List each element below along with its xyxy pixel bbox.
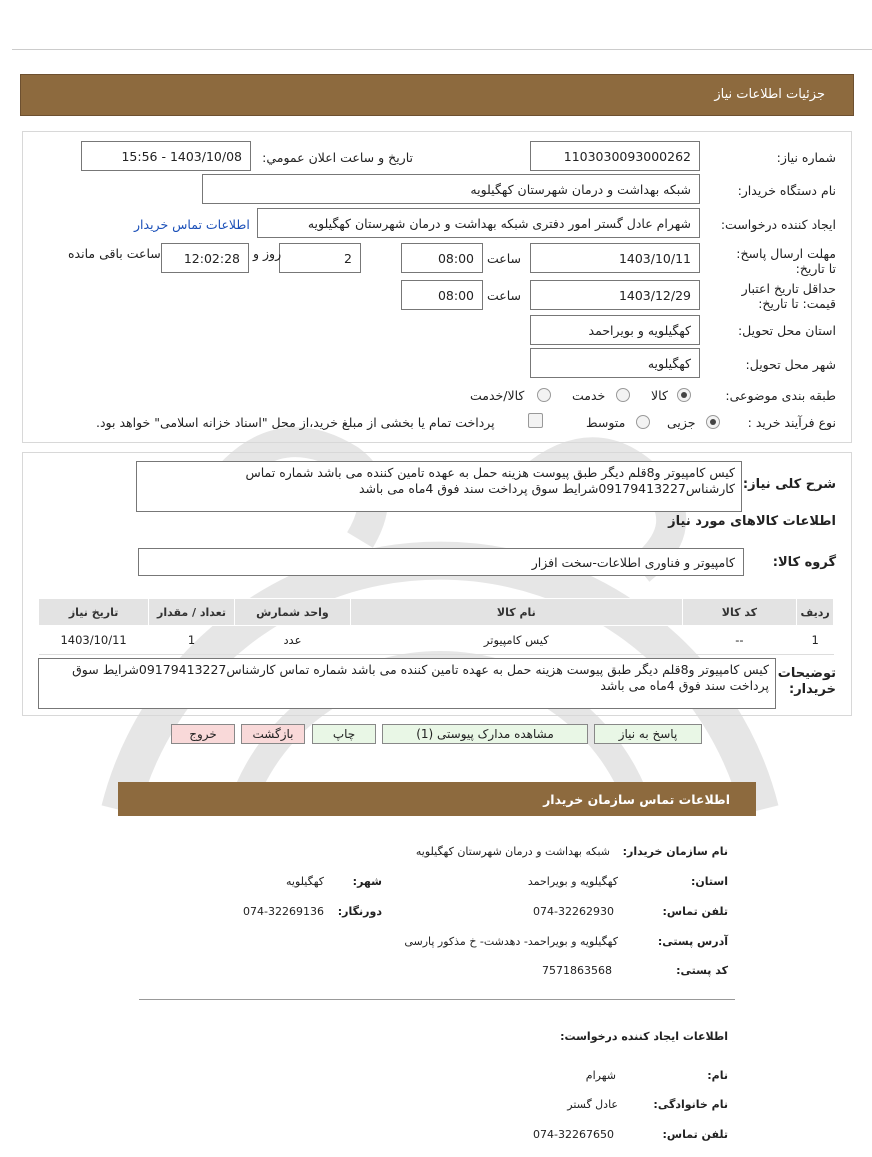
category-label: طبقه بندی موضوعی: — [725, 388, 836, 403]
category-both-label: کالا/خدمت — [470, 388, 525, 403]
treasury-note: پرداخت تمام یا بخشی از مبلغ خرید،از محل "اسناد خزانه اسلامی" خواهد بود. — [96, 415, 495, 430]
creator-heading: اطلاعات ایجاد کننده درخواست: — [560, 1030, 728, 1043]
validity-time-field: 08:00 — [401, 280, 483, 310]
creator-name-label: نام: — [707, 1069, 728, 1082]
cell-row: 1 — [797, 626, 834, 655]
province-label: استان محل تحویل: — [737, 323, 836, 338]
buyer-org-field: شبکه بهداشت و درمان شهرستان کهگیلویه — [202, 174, 700, 204]
cell-unit: عدد — [234, 626, 350, 655]
attachments-button[interactable]: مشاهده مدارک پیوستی (1) — [382, 724, 588, 744]
contact-province-label: استان: — [691, 875, 728, 888]
category-goods-radio[interactable] — [677, 388, 691, 402]
purchase-medium-radio[interactable] — [636, 415, 650, 429]
validity-label: حداقل تاریخ اعتبار قیمت: تا تاریخ: — [741, 281, 836, 311]
contact-fax-label: دورنگار: — [337, 905, 382, 918]
purchase-medium-label: متوسط — [586, 415, 626, 430]
contact-address: کهگیلویه و بویراحمد- دهدشت- خ مذکور پارسی — [404, 935, 618, 948]
description-label: شرح کلی نیاز: — [742, 477, 836, 492]
category-service-label: خدمت — [572, 388, 606, 403]
contact-fax: 074-32269136 — [243, 905, 324, 918]
contact-org: شبکه بهداشت و درمان شهرستان کهگیلویه — [415, 845, 610, 858]
creator-phone: 074-32267650 — [533, 1128, 614, 1141]
col-unit: واحد شمارش — [234, 599, 350, 626]
creator-name: شهرام — [585, 1069, 616, 1082]
category-goods-label: کالا — [651, 388, 668, 403]
contact-phone: 074-32262930 — [533, 905, 614, 918]
creator-family: عادل گستر — [567, 1098, 618, 1111]
items-table — [38, 598, 834, 655]
validity-time-label: ساعت — [487, 288, 522, 303]
items-table-wrap — [38, 598, 834, 655]
contact-postal: 7571863568 — [542, 964, 612, 977]
page-title: جزئيات اطلاعات نیاز — [714, 87, 825, 102]
description-text: کیس کامپیوتر و8قلم دیگر طبق پیوست هزینه حمل به عهده تامین کننده می باشد شماره تماس کارشناس09179413227شرایط سوق پرداخت سند فوق 4ماه می باشد — [136, 461, 742, 512]
table-header-row — [39, 599, 834, 626]
buyer-notes-label: توضیحات خریدار: — [777, 666, 836, 697]
buyer-org-label: نام دستگاه خریدار: — [737, 183, 836, 198]
need-number-field: 1103030093000262 — [530, 141, 700, 171]
cell-qty: 1 — [149, 626, 235, 655]
deadline-time-field: 08:00 — [401, 243, 483, 273]
days-field: 2 — [279, 243, 361, 273]
announce-field: 1403/10/08 - 15:56 — [81, 141, 251, 171]
contact-city-label: شهر: — [352, 875, 382, 888]
col-name: نام کالا — [351, 599, 682, 626]
goods-group-label: گروه کالا: — [772, 555, 836, 570]
table-row — [39, 626, 834, 655]
contact-postal-label: کد پستی: — [676, 964, 728, 977]
page-header — [20, 74, 854, 116]
deadline-time-label: ساعت — [487, 251, 522, 266]
treasury-checkbox[interactable] — [528, 413, 543, 428]
category-both-radio[interactable] — [537, 388, 551, 402]
buyer-notes-text: کیس کامپیوتر و8قلم دیگر طبق پیوست هزینه حمل به عهده تامین کننده می باشد شماره تماس کارشناس09179413227شرایط سوق پرداخت سند فوق 4ماه می باشد — [38, 658, 776, 709]
contact-province: کهگیلویه و بویراحمد — [527, 875, 618, 888]
contact-city: کهگیلویه — [286, 875, 324, 888]
cell-name: کیس کامپیوتر — [351, 626, 682, 655]
days-label: روز و — [253, 246, 282, 261]
need-number-label: شماره نیاز: — [776, 150, 836, 165]
col-row: ردیف — [797, 599, 834, 626]
validity-date-field: 1403/12/29 — [530, 280, 700, 310]
contact-divider — [139, 999, 735, 1000]
buyer-contact-link[interactable]: اطلاعات تماس خریدار — [134, 217, 250, 232]
creator-family-label: نام خانوادگی: — [653, 1098, 728, 1111]
contact-phone-label: تلفن تماس: — [662, 905, 728, 918]
print-button[interactable]: چاپ — [312, 724, 376, 744]
province-field: کهگیلویه و بویراحمد — [530, 315, 700, 345]
top-divider — [12, 49, 872, 50]
back-button[interactable]: بازگشت — [241, 724, 305, 744]
deadline-label: مهلت ارسال پاسخ: تا تاریخ: — [736, 246, 836, 276]
creator-label: ایجاد کننده درخواست: — [720, 217, 836, 232]
col-code: کد کالا — [682, 599, 797, 626]
announce-label: تاريخ و ساعت اعلان عمومي: — [262, 150, 413, 165]
goods-group-field: کامپیوتر و فناوری اطلاعات-سخت افزار — [138, 548, 744, 576]
contact-org-label: نام سازمان خریدار: — [622, 845, 728, 858]
creator-phone-label: تلفن تماس: — [662, 1128, 728, 1141]
remaining-time-field: 12:02:28 — [161, 243, 249, 273]
contact-address-label: آدرس پستی: — [657, 935, 728, 948]
city-label: شهر محل تحویل: — [745, 357, 836, 372]
city-field: کهگیلویه — [530, 348, 700, 378]
contact-header — [118, 782, 756, 816]
deadline-date-field: 1403/10/11 — [530, 243, 700, 273]
col-qty: تعداد / مقدار — [149, 599, 235, 626]
col-date: تاریخ نیاز — [39, 599, 149, 626]
cell-code: -- — [682, 626, 797, 655]
contact-title: اطلاعات تماس سازمان خریدار — [543, 792, 730, 807]
reply-button[interactable]: پاسخ به نیاز — [594, 724, 702, 744]
purchase-minor-label: جزیی — [667, 415, 696, 430]
exit-button[interactable]: خروج — [171, 724, 235, 744]
purchase-minor-radio[interactable] — [706, 415, 720, 429]
goods-heading: اطلاعات کالاهای مورد نیاز — [668, 514, 836, 529]
creator-field: شهرام عادل گستر امور دفتری شبکه بهداشت و درمان شهرستان کهگیلویه — [257, 208, 700, 238]
remaining-label: ساعت باقی مانده — [68, 246, 161, 261]
category-service-radio[interactable] — [616, 388, 630, 402]
cell-date: 1403/10/11 — [39, 626, 149, 655]
purchase-type-label: نوع فرآیند خرید : — [747, 415, 836, 430]
